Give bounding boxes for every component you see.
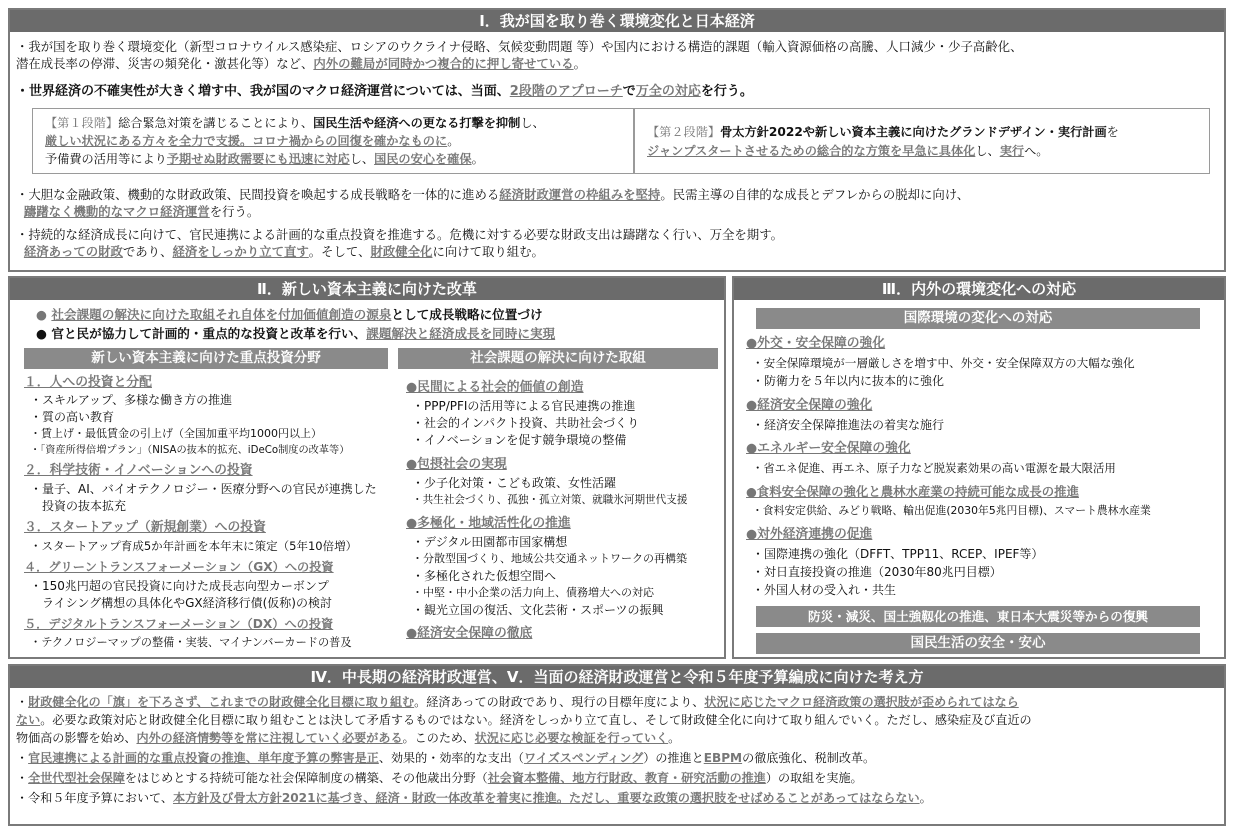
- section-1-paragraph-1: ・我が国を取り巻く環境変化（新型コロナウイルス感染症、ロシアのウクライナ侵略、気候変動問題 等）や国内における構造的課題（輸入資源価格の高騰、人口減少・少子高齢化、 潜在成長率の停滞、災害の頻発化・激甚化等）など、内外の難局が同時かつ複合的に押し寄せている。: [16, 39, 1023, 71]
- section-1-paragraph-4: ・持続的な経済成長に向けて、官民連携による計画的な重点投資を推進する。危機に対する必要な財政支出は躊躇なく行い、万全を期す。 経済あっての財政であり、経済をしっかり立て直す。そして、財政健全化に向けて取り組む。: [16, 227, 783, 259]
- right-section-3-item: ・中堅・中小企業の活力向上、債務増大への対応: [412, 586, 654, 599]
- section-3-title: Ⅲ．内外の環境変化への対応: [734, 278, 1224, 300]
- s3-section-3-title: ●エネルギー安全保障の強化: [746, 441, 911, 456]
- stage-2-line-2: ジャンプスタートさせるための総合的な方策を早急に具体化し、実行へ。: [647, 144, 1049, 158]
- section-1-paragraph-2: ・世界経済の不確実性が大きく増す中、我が国のマクロ経済運営については、当面、2段階のアプローチで万全の対応を行う。: [16, 84, 753, 99]
- s3-section-5-item: ・外国人材の受入れ・共生: [752, 583, 897, 597]
- section-4-title: Ⅳ．中長期の経済財政運営、Ⅴ．当面の経済財政運営と令和５年度予算編成に向けた考え方: [10, 666, 1224, 688]
- s3-section-4-title: ●食料安全保障の強化と農林水産業の持続可能な成長の推進: [746, 484, 1079, 499]
- stage-1-line-2: 厳しい状況にある方々を全力で支援。コロナ禍からの回復を確かなものに。: [45, 134, 460, 148]
- s3-section-4-item: ・食料安定供給、みどり戦略、輸出促進(2030年5兆円目標)、スマート農林水産業: [752, 504, 1151, 517]
- right-section-2-title: ●包摂社会の実現: [406, 457, 507, 472]
- section-1-paragraph-3: ・大胆な金融政策、機動的な財政政策、民間投資を喚起する成長戦略を一体的に進める経済財政運営の枠組みを堅持。民需主導の自律的な成長とデフレからの脱却に向け、 躊躇なく機動的なマクロ経済運営を行う。: [16, 187, 970, 219]
- left-section-5-item: ・テクノロジーマップの整備・実装、マイナンバーカードの普及: [30, 636, 352, 649]
- s3-section-1-title: ●外交・安全保障の強化: [746, 336, 886, 351]
- s3-section-5-item: ・国際連携の強化（DFFT、TPP11、RCEP、IPEF等）: [752, 547, 1044, 561]
- right-section-4-title: ●経済安全保障の徹底: [406, 626, 533, 641]
- public-safety-bar: 国民生活の安全・安心: [756, 633, 1200, 654]
- left-section-4-title: ４．グリーントランスフォーメーション（GX）への投資: [24, 560, 334, 574]
- right-section-2-item: ・共生社会づくり、孤独・孤立対策、就職氷河期世代支援: [412, 494, 688, 506]
- disaster-prevention-bar: 防災・減災、国土強靱化の推進、東日本大震災等からの復興: [756, 606, 1200, 627]
- right-section-3-title: ●多極化・地域活性化の推進: [406, 516, 571, 531]
- section-4-line-1: ・財政健全化の「旗」を下ろさず、これまでの財政健全化目標に取り組む。経済あっての財政であり、現行の目標年度により、状況に応じたマクロ経済政策の選択肢が歪められてはなら: [16, 695, 1019, 709]
- s3-section-1-item: ・防衛力を５年以内に抜本的に強化: [752, 374, 945, 388]
- section-2-bullet-1: ● 社会課題の解決に向けた取組それ自体を付加価値創造の源泉として成長戦略に位置づけ: [36, 307, 543, 322]
- left-section-2-item: 投資の抜本拡充: [30, 499, 127, 513]
- left-column-header: 新しい資本主義に向けた重点投資分野: [24, 348, 388, 369]
- right-section-1-item: ・PPP/PFIの活用等による官民連携の推進: [412, 399, 636, 413]
- right-column-header: 社会課題の解決に向けた取組: [398, 348, 718, 369]
- left-section-5-title: ５．デジタルトランスフォーメーション（DX）への投資: [24, 617, 334, 631]
- section-2-title: Ⅱ．新しい資本主義に向けた改革: [10, 278, 724, 300]
- right-section-3-item: ・観光立国の復活、文化芸術・スポーツの振興: [412, 603, 664, 617]
- left-section-1-item: ・「資産所得倍増プラン」（NISAの抜本的拡充、iDeCo制度の改革等）: [30, 445, 350, 456]
- right-section-3-item: ・多極化された仮想空間へ: [412, 569, 557, 583]
- s3-section-5-item: ・対日直接投資の推進（2030年80兆円目標）: [752, 565, 1002, 579]
- stage-1-line-1: 【第１段階】総合緊急対策を講じることにより、国民生活や経済への更なる打撃を抑制し、: [45, 116, 545, 130]
- stage-1-box: [32, 108, 634, 174]
- stage-1-line-3: 予備費の活用等により予期せぬ財政需要にも迅速に対応し、国民の安心を確保。: [45, 152, 484, 166]
- section-4-line-4: ・官民連携による計画的な重点投資の推進、単年度予算の弊害是正、効果的・効率的な支出（ワイズスペンディング）の推進とEBPMの徹底強化、税制改革。: [16, 751, 876, 765]
- left-section-3-title: ３．スタートアップ（新規創業）への投資: [24, 520, 266, 535]
- section-4-line-3: 物価高の影響を始め、内外の経済情勢等を常に注視していく必要がある。このため、状況に応じ必要な検証を行っていく。: [16, 731, 681, 745]
- right-section-3-item: ・分散型国づくり、地域公共交通ネットワークの再構築: [412, 552, 687, 565]
- section-4-panel: [8, 664, 1226, 826]
- s3-section-2-item: ・経済安全保障推進法の着実な施行: [752, 418, 945, 432]
- left-section-1-item: ・賃上げ・最低賃金の引上げ（全国加重平均1000円以上）: [30, 427, 322, 440]
- left-section-4-item: ・150兆円超の官民投資に向けた成長志向型カーボンプ: [30, 579, 329, 593]
- section-4-line-2: ない。必要な政策対応と財政健全化目標に取り組むことは決して矛盾するものではない。経済をしっかり立て直し、そして財政健全化に向けて取り組んでいく。ただし、感染症及び直近の: [16, 713, 1032, 727]
- s3-section-5-title: ●対外経済連携の促進: [746, 527, 873, 542]
- left-section-1-item: ・スキルアップ、多様な働き方の推進: [30, 393, 233, 407]
- stage-2-line-1: 【第２段階】骨太方針2022や新しい資本主義に向けたグランドデザイン・実行計画を: [647, 125, 1119, 139]
- left-section-2-title: ２．科学技術・イノベーションへの投資: [24, 463, 253, 478]
- s3-section-3-item: ・省エネ促進、再エネ、原子力など脱炭素効果の高い電源を最大限活用: [752, 461, 1116, 475]
- left-section-1-title: １．人への投資と分配: [24, 375, 152, 390]
- left-section-1-item: ・質の高い教育: [30, 410, 115, 424]
- s3-section-2-title: ●経済安全保障の強化: [746, 398, 873, 413]
- stage-2-box: [634, 108, 1210, 174]
- section-1-panel: [8, 8, 1226, 272]
- section-2-panel: [8, 276, 726, 659]
- section-4-line-6: ・令和５年度予算において、本方針及び骨太方針2021に基づき、経済・財政一体改革を着実に推進。ただし、重要な政策の選択肢をせばめることがあってはならない。: [16, 791, 932, 805]
- right-section-1-item: ・社会的インパクト投資、共助社会づくり: [412, 416, 640, 430]
- left-section-3-item: ・スタートアップ育成5か年計画を本年末に策定（5年10倍増）: [30, 539, 358, 553]
- left-section-4-item: ライシング構想の具体化やGX経済移行債(仮称)の検討: [30, 596, 332, 610]
- section-2-bullet-2: ● 官と民が協力して計画的・重点的な投資と改革を行い、課題解決と経済成長を同時に実現: [36, 326, 556, 341]
- right-section-1-title: ●民間による社会的価値の創造: [406, 380, 584, 395]
- section-4-line-5: ・全世代型社会保障をはじめとする持続可能な社会保障制度の構築、その他歳出分野（社会資本整備、地方行財政、教育・研究活動の推進）の取組を実施。: [16, 771, 863, 785]
- right-section-1-item: ・イノベーションを促す競争環境の整備: [412, 433, 627, 447]
- section-1-title: Ⅰ．我が国を取り巻く環境変化と日本経済: [10, 10, 1224, 32]
- section-3-panel: [732, 276, 1226, 659]
- s3-section-1-item: ・安全保障環境が一層厳しさを増す中、外交・安全保障双方の大幅な強化: [752, 356, 1135, 370]
- right-section-2-item: ・少子化対策・こども政策、女性活躍: [412, 476, 617, 490]
- section-3-subheader: 国際環境の変化への対応: [756, 308, 1200, 329]
- left-section-2-item: ・量子、AI、バイオテクノロジー・医療分野への官民が連携した: [30, 482, 377, 496]
- right-section-3-item: ・デジタル田園都市国家構想: [412, 535, 568, 549]
